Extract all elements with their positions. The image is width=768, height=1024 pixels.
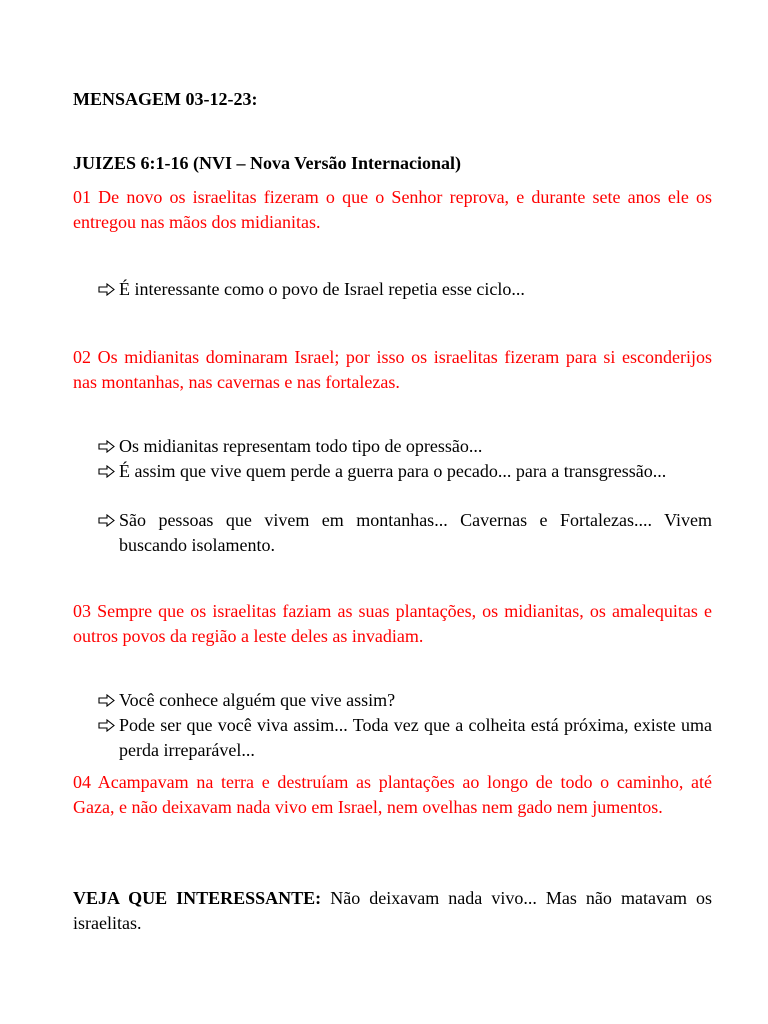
hollow-arrow-icon [97, 688, 117, 712]
hollow-arrow-icon [97, 277, 117, 301]
hollow-arrow-icon [97, 459, 117, 483]
bullet-text: Pode ser que você viva assim... Toda vez que a colheita está próxima, existe uma perda irreparável... [119, 715, 712, 760]
verse-03: 03 Sempre que os israelitas faziam as suas plantações, os midianitas, os amalequitas e outros povos da região a leste deles as invadiam. [73, 601, 712, 646]
bullet-item [97, 688, 712, 713]
closing-label: VEJA QUE INTERESSANTE: [73, 888, 322, 908]
hollow-arrow-icon [97, 713, 117, 737]
bullet-text: Você conhece alguém que vive assim? [119, 690, 396, 710]
bullet-item [97, 459, 712, 484]
closing-paragraph [73, 886, 712, 935]
bullet-text: É assim que vive quem perde a guerra para o pecado... para a transgressão... [119, 461, 667, 481]
closing-text: Não deixavam nada vivo... Mas não matavam os israelitas. [73, 888, 713, 933]
bullet-item [97, 713, 712, 762]
hollow-arrow-icon [97, 434, 117, 458]
verse-04: 04 Acampavam na terra e destruíam as plantações ao longo de todo o caminho, até Gaza, e não deixavam nada vivo em Israel, nem ovelhas nem gado nem jumentos. [73, 772, 712, 817]
verse-01: 01 De novo os israelitas fizeram o que o Senhor reprova, e durante sete anos ele os entregou nas mãos dos midianitas. [73, 187, 712, 232]
bullet-item [97, 508, 712, 557]
scripture-reference: JUIZES 6:1-16 (NVI – Nova Versão Internacional) [73, 153, 462, 173]
message-heading: MENSAGEM 03-12-23: [73, 89, 258, 109]
bullet-item [97, 277, 712, 302]
hollow-arrow-icon [97, 508, 117, 532]
bullet-text: Os midianitas representam todo tipo de opressão... [119, 436, 483, 456]
bullet-text: São pessoas que vivem em montanhas... Cavernas e Fortalezas.... Vivem buscando isolamento. [119, 510, 712, 555]
verse-02: 02 Os midianitas dominaram Israel; por isso os israelitas fizeram para si esconderijos nas montanhas, nas cavernas e nas fortalezas. [73, 347, 712, 392]
bullet-item [97, 434, 712, 459]
bullet-text: É interessante como o povo de Israel repetia esse ciclo... [119, 279, 525, 299]
